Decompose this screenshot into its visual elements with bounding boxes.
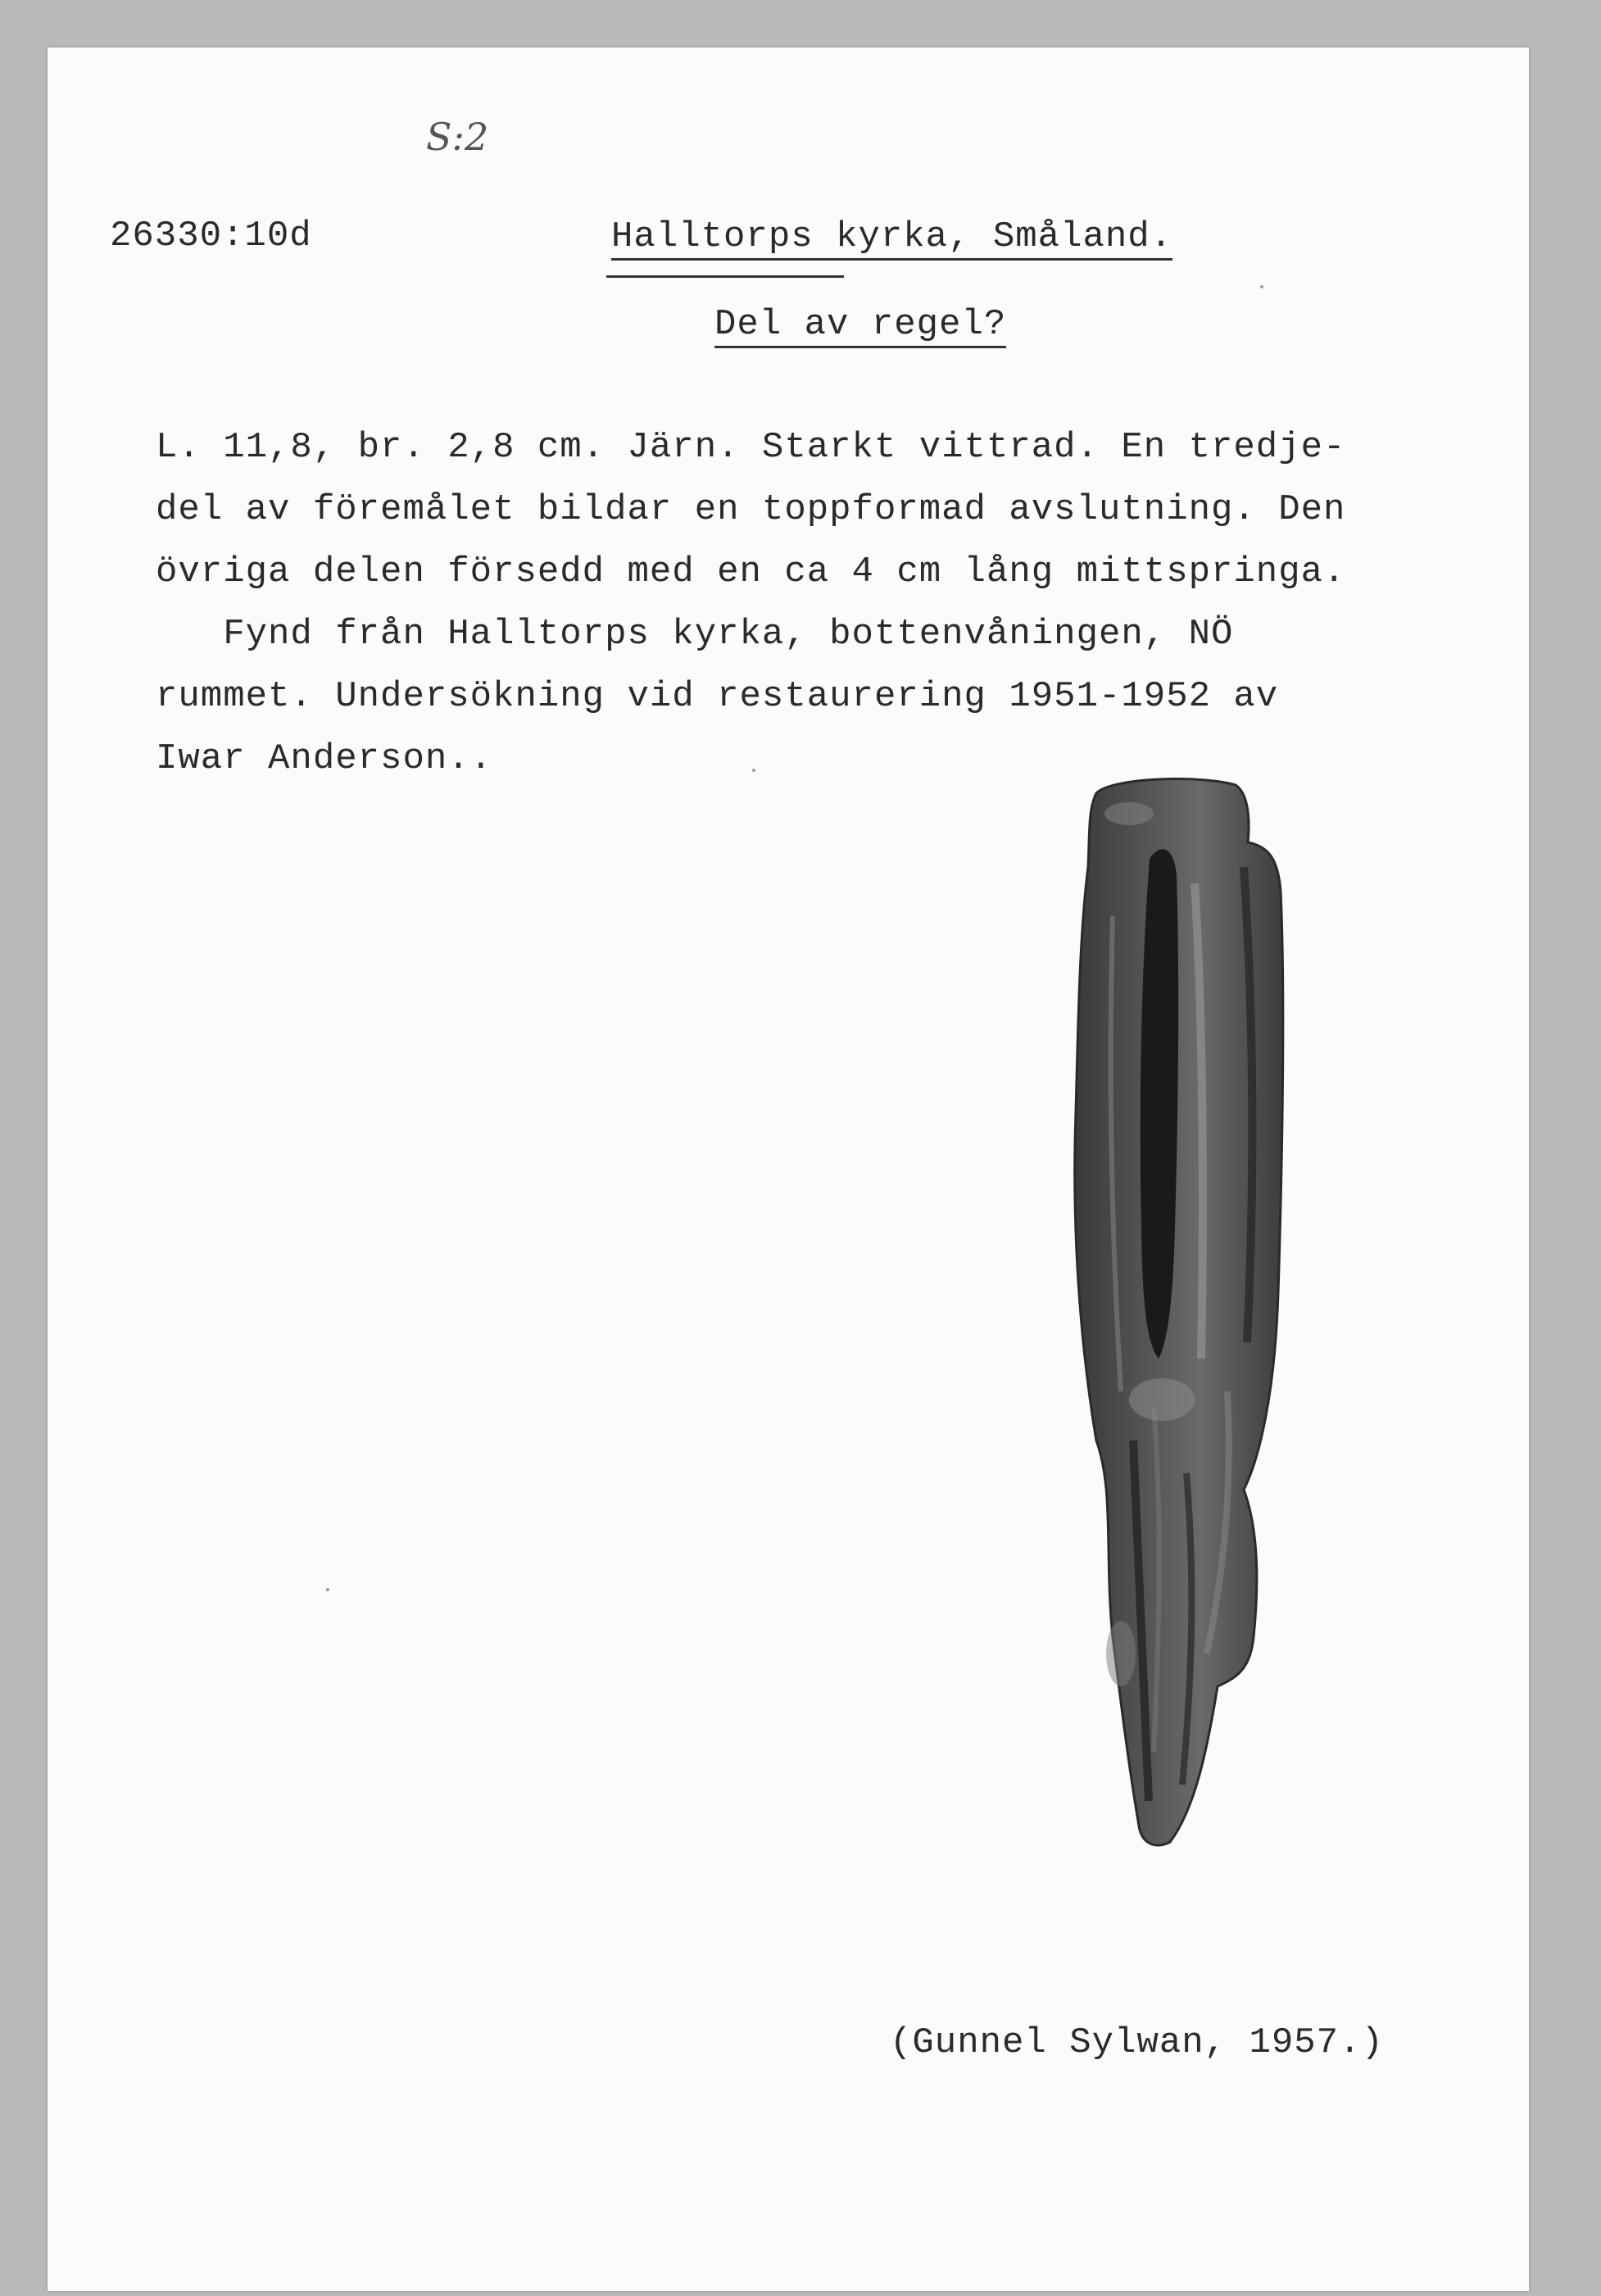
description-line: övriga delen försedd med en ca 4 cm lång mittspringa. bbox=[156, 551, 1346, 592]
artifact-patch bbox=[1129, 1378, 1195, 1421]
catalog-number: 26330:10d bbox=[110, 216, 312, 256]
card-title: Halltorps kyrka, Småland. bbox=[611, 216, 1172, 261]
description-line: Fynd från Halltorps kyrka, bottenvåningen, NÖ bbox=[156, 614, 1234, 655]
title-underline-stroke bbox=[606, 275, 844, 278]
handwritten-mark: S:2 bbox=[426, 115, 489, 159]
paper-speck bbox=[326, 1588, 329, 1591]
artifact-patch bbox=[1104, 802, 1154, 825]
paper-speck bbox=[1260, 285, 1263, 288]
artifact-patch bbox=[1106, 1621, 1136, 1686]
description-line: Iwar Anderson.. bbox=[156, 738, 493, 779]
catalog-card bbox=[48, 48, 1529, 2291]
paper-speck bbox=[752, 769, 755, 772]
description-line: del av föremålet bildar en toppformad avslutning. Den bbox=[156, 489, 1346, 530]
description-line: rummet. Undersökning vid restaurering 1951-1952 av bbox=[156, 676, 1279, 717]
description-text bbox=[156, 416, 1549, 790]
card-subtitle: Del av regel? bbox=[714, 303, 1006, 348]
description-line: L. 11,8, br. 2,8 cm. Järn. Starkt vittrad. En tredje- bbox=[156, 427, 1346, 468]
artifact-illustration bbox=[1064, 769, 1358, 1916]
illustrator-credit: (Gunnel Sylwan, 1957.) bbox=[890, 2022, 1384, 2063]
